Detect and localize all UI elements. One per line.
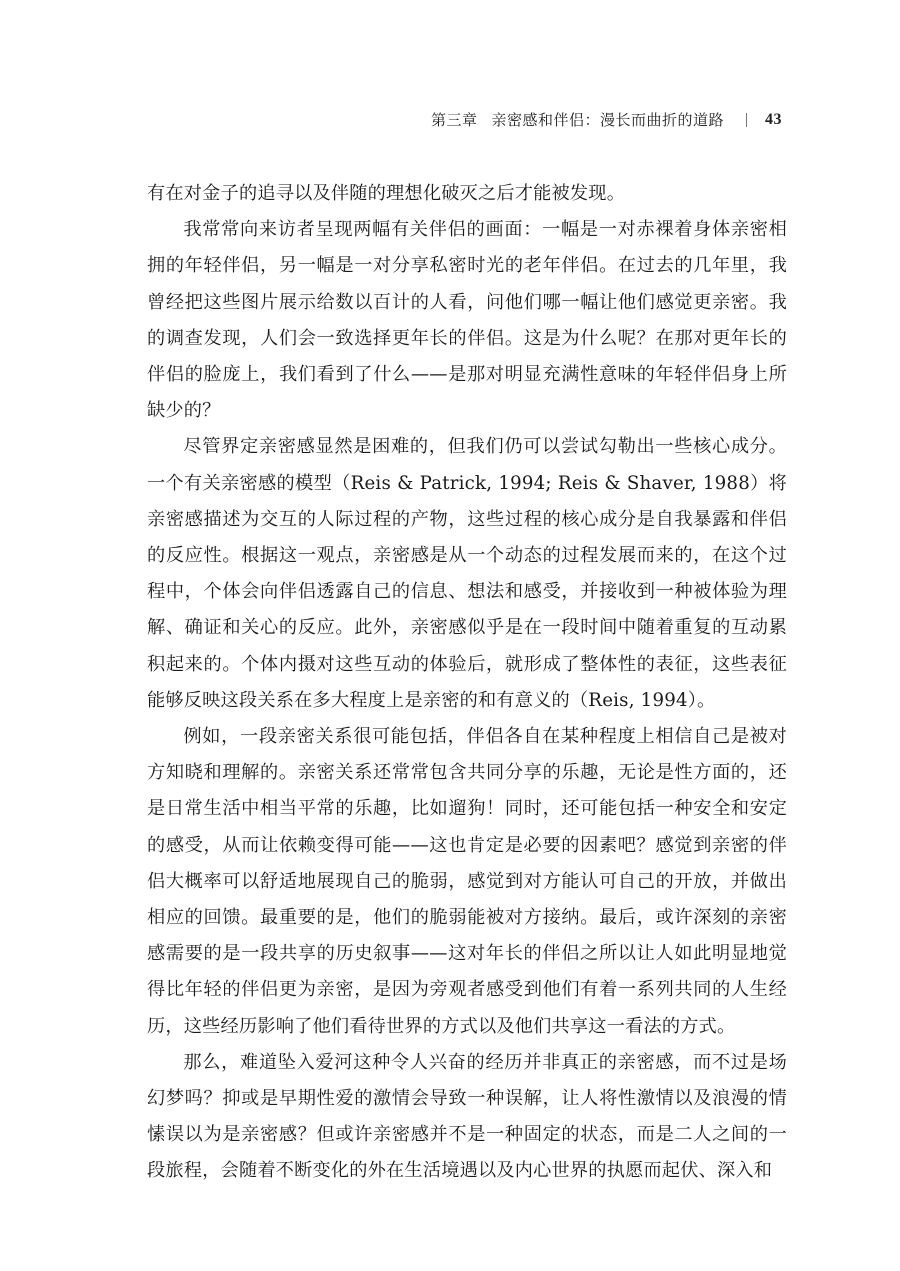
running-header — [431, 109, 782, 130]
header-divider — [746, 113, 747, 127]
page-number: 43 — [765, 110, 782, 128]
chapter-title: 亲密感和伴侣：漫长而曲折的道路 — [491, 111, 724, 129]
paragraph-3: 尽管界定亲密感显然是困难的，但我们仍可以尝试勾勒出一些核心成分。一个有关亲密感的模型（Reis & Patrick, 1994; Reis & Shaver, 1988）将亲密感描述为交互的人际过程的产物，这些过程的核心成分是自我暴露和伴侣的反应性。根据这一观点，亲密感是从一个动态的过程发展而来的，在这个过程中，个体会向伴侣透露自己的信息、想法和感受，并接收到一种被体验为理解、确证和关心的反应。此外，亲密感似乎是在一段时间中随着重复的互动累积起来的。个体内摄对这些互动的体验后，就形成了整体性的表征，这些表征能够反映这段关系在多大程度上是亲密的和有意义的（Reis, 1994）。 — [147, 436, 787, 711]
paragraph-1: 有在对金子的追寻以及伴随的理想化破灭之后才能被发现。 — [147, 183, 626, 204]
paragraph-2: 我常常向来访者呈现两幅有关伴侣的画面：一幅是一对赤裸着身体亲密相拥的年轻伴侣，另一幅是一对分享私密时光的老年伴侣。在过去的几年里，我曾经把这些图片展示给数以百计的人看，问他们哪一幅让他们感觉更亲密。我的调查发现，人们会一致选择更年长的伴侣。这是为什么呢？在那对更年长的伴侣的脸庞上，我们看到了什么——是那对明显充满性意味的年轻伴侣身上所缺少的？ — [147, 219, 787, 422]
paragraph-4: 例如，一段亲密关系很可能包括，伴侣各自在某种程度上相信自己是被对方知晓和理解的。亲密关系还常常包含共同分享的乐趣，无论是性方面的，还是日常生活中相当平常的乐趣，比如遛狗！同时，还可能包括一种安全和安定的感受，从而让依赖变得可能——这也肯定是必要的因素吧？感觉到亲密的伴侣大概率可以舒适地展现自己的脆弱，感觉到对方能认可自己的开放，并做出相应的回馈。最重要的是，他们的脆弱能被对方接纳。最后，或许深刻的亲密感需要的是一段共享的历史叙事——这对年长的伴侣之所以让人如此明显地觉得比年轻的伴侣更为亲密，是因为旁观者感受到他们有着一系列共同的人生经历，这些经历影响了他们看待世界的方式以及他们共享这一看法的方式。 — [147, 726, 787, 1037]
paragraph-5: 那么，难道坠入爱河这种令人兴奋的经历并非真正的亲密感，而不过是场幻梦吗？抑或是早期性爱的激情会导致一种误解，让人将性激情以及浪漫的情愫误以为是亲密感？但或许亲密感并不是一种固定的状态，而是二人之间的一段旅程，会随着不断变化的外在生活境遇以及内心世界的执愿而起伏、深入和 — [147, 1051, 787, 1182]
body-text — [147, 176, 787, 1190]
chapter-label: 第三章 — [430, 111, 478, 129]
